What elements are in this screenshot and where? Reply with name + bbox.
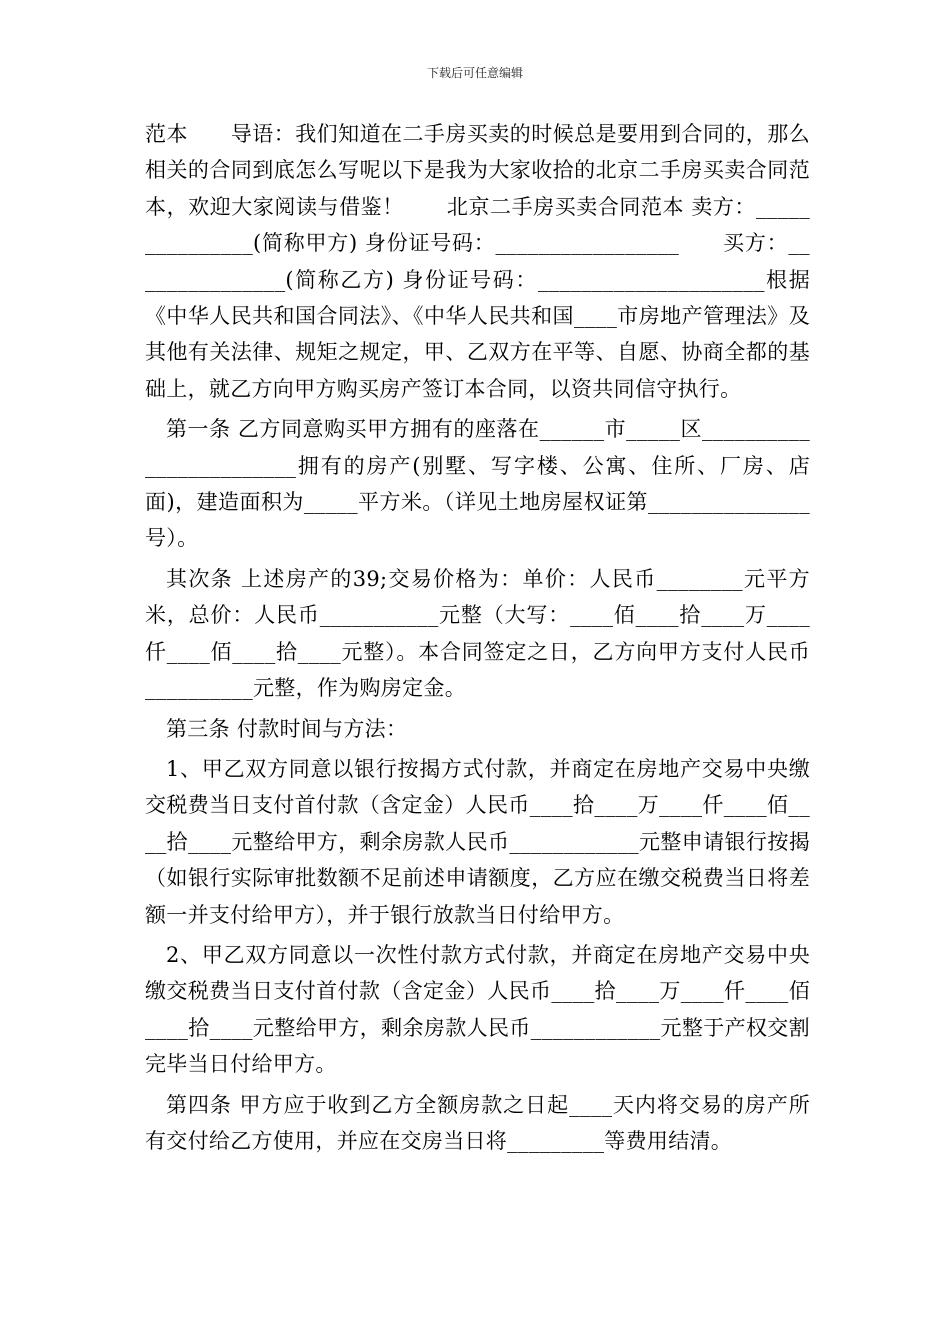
article-1-paragraph: 第一条 乙方同意购买甲方拥有的座落在______市_____区________________________拥有的房产(别墅、写字楼、公寓、住所、厂房、店面)，建造面积为_____平方米。（详见土地房屋权证第_______________号）。 (145, 417, 810, 551)
article-3-item-1: 1、甲乙双方同意以银行按揭方式付款，并商定在房地产交易中央缴交税费当日支付首付款（含定金）人民币____拾____万____仟____佰____拾____元整给甲方，剩余房款人民币____________元整申请银行按揭（如银行实际审批数额不足前述申请额度，乙方应在缴交税费当日将差额一并支付给甲方），并于银行放款当日付给甲方。 (145, 756, 810, 927)
article-3-heading: 第三条 付款时间与方法： (166, 716, 408, 741)
intro-paragraph: 范本 导语：我们知道在二手房买卖的时候总是要用到合同的，那么相关的合同到底怎么写呢以下是我为大家收拾的北京二手房买卖合同范本，欢迎大家阅读与借鉴！ 北京二手房买卖合同范本 卖方：_______________(简称甲方) 身份证号码：_________________ 买方：_______________(简称乙方) 身份证号码：_____________________根据《中华人民共和国合同法》、《中华人民共和国____市房地产管理法》及其他有关法律、规矩之规定，甲、乙双方在平等、自愿、协商全都的基础上，就乙方向甲方购买房产签订本合同，以资共同信守执行。 (145, 122, 810, 401)
article-2-paragraph: 其次条 上述房产的39;交易价格为：单价：人民币________元平方米，总价：人民币___________元整（大写：____佰____拾____万____仟____佰____拾____元整）。本合同签定之日，乙方向甲方支付人民币 __________元整，作为购房定金。 (145, 566, 810, 701)
article-3-item-2: 2、甲乙双方同意以一次性付款方式付款，并商定在房地产交易中央缴交税费当日支付首付款（含定金）人民币____拾____万____仟____佰____拾____元整给甲方，剩余房款人民币____________元整于产权交割完毕当日付给甲方。 (145, 942, 810, 1077)
article-4-paragraph: 第四条 甲方应于收到乙方全额房款之日起____天内将交易的房产所有交付给乙方使用，并应在交房当日将_________等费用结清。 (145, 1092, 810, 1153)
contract-body (145, 116, 810, 1163)
page-header-note: 下载后可任意编辑 (426, 66, 523, 80)
